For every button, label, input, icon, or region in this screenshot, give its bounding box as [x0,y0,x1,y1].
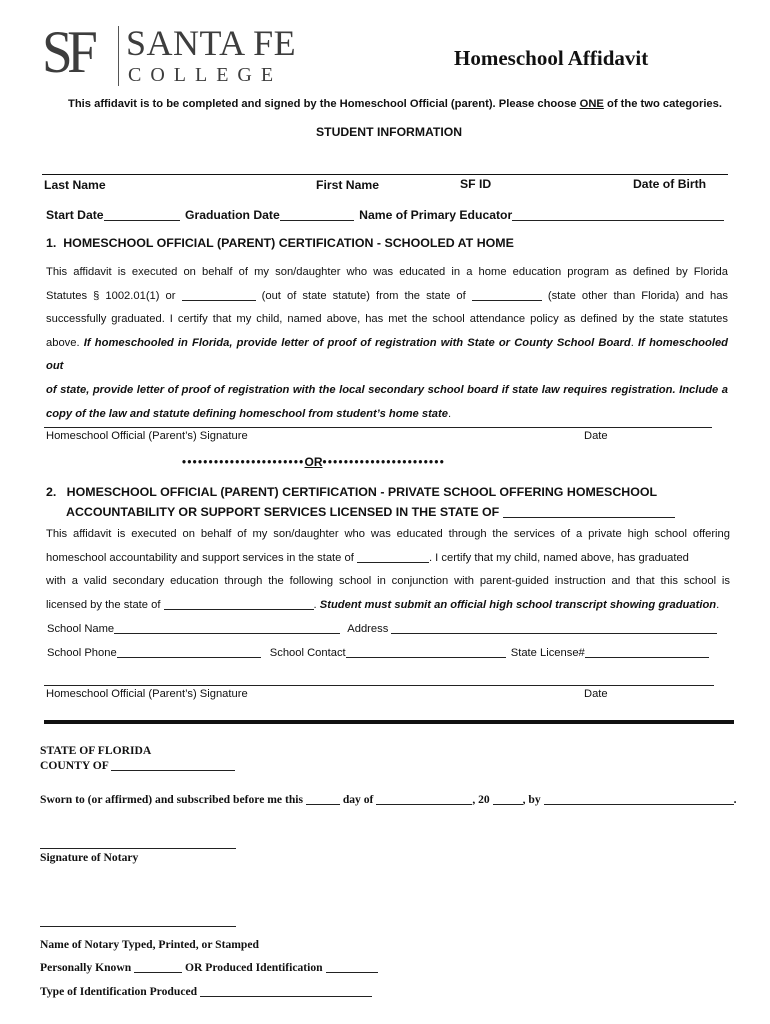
county-field[interactable] [111,759,235,771]
sworn-by-field[interactable] [544,793,734,805]
sworn-day-field[interactable] [306,793,340,805]
section1-signature-label: Homeschool Official (Parent’s) Signature [46,430,248,442]
section2-signature-label: Homeschool Official (Parent’s) Signature [46,688,248,700]
sf-id-label[interactable]: SF ID [460,177,492,191]
licensing-state-field[interactable] [164,598,314,610]
address-label: Address [347,623,389,635]
notary-name-line[interactable] [40,926,236,927]
or-label: OR [304,455,323,469]
section2-signature-line[interactable] [44,685,714,686]
logo-monogram: SF [42,19,93,85]
section1-state-field[interactable] [472,289,542,301]
last-name-label[interactable]: Last Name [44,178,106,192]
college-logo [42,20,312,90]
sworn-row: Sworn to (or affirmed) and subscribed before me this day of , 20 , by . [40,793,737,806]
primary-educator-field[interactable] [512,209,724,221]
notary-known-row: Personally Known OR Produced Identification [40,961,378,974]
state-license-label: State License# [510,647,585,659]
start-date-field[interactable] [104,209,180,221]
state-license-field[interactable] [585,646,709,658]
address-field[interactable] [391,622,717,634]
or-divider: •••••••••••••••••••••••OR••••••••••••••••••••••• [182,455,446,469]
logo-name-bottom: COLLEGE [128,64,283,86]
sworn-year-field[interactable] [493,793,523,805]
primary-educator-label: Name of Primary Educator [359,208,513,222]
section2-body: This affidavit is executed on behalf of my son/daughter who was educated through the services of a private high school offering homeschool accountability and support services in the state of . I certify that my child, named above, has graduated with a valid secondary education through the following school in conjunction with parent-guided instruction and that this school is licensed by the state of . Student must submit an official high school transcript showing graduation. [46,528,730,612]
notary-separator [44,720,734,724]
student-dates-row [46,208,724,222]
notary-signature-label: Signature of Notary [40,851,139,864]
school-name-field[interactable] [114,622,340,634]
school-row-1 [47,622,717,635]
personally-known-field[interactable] [134,961,182,973]
graduation-date-field[interactable] [280,209,354,221]
school-contact-field[interactable] [346,646,506,658]
notary-name-label: Name of Notary Typed, Printed, or Stamped [40,938,259,951]
form-title: Homeschool Affidavit [454,46,649,70]
school-name-label: School Name [47,623,115,635]
school-phone-label: School Phone [47,647,117,659]
sworn-month-field[interactable] [376,793,472,805]
logo-divider [118,26,119,86]
graduation-date-label: Graduation Date [184,208,280,222]
id-type-field[interactable] [200,985,372,997]
instructions-emphasis: ONE [579,98,604,110]
licensed-state-field[interactable] [503,506,675,518]
section1-date-label: Date [584,430,608,442]
school-phone-field[interactable] [117,646,261,658]
school-row-2 [47,646,709,659]
start-date-label: Start Date [46,208,104,222]
section1-heading: 1. HOMESCHOOL OFFICIAL (PARENT) CERTIFICATION - SCHOOLED AT HOME [46,236,514,250]
student-info-heading: STUDENT INFORMATION [316,125,463,139]
notary-county-row: COUNTY OF [40,759,235,772]
section1-signature-line[interactable] [44,427,712,428]
notary-state: STATE OF FLORIDA [40,744,152,757]
produced-id-field[interactable] [326,961,378,973]
out-of-state-statute-field[interactable] [182,289,256,301]
student-info-rule [42,174,728,175]
logo-name-top: SANTA FE [126,23,297,63]
services-state-field[interactable] [357,551,429,563]
instructions: This affidavit is to be completed and signed by the Homeschool Official (parent). Please choose ONE of the two categories. [68,98,722,110]
section2-date-label: Date [584,688,608,700]
dob-label[interactable]: Date of Birth [633,177,707,191]
school-contact-label: School Contact [269,647,346,659]
notary-signature-line[interactable] [40,848,236,849]
section1-body: This affidavit is executed on behalf of my son/daughter who was educated in a home education program as defined by Florida Statutes § 1002.01(1) or (out of state statute) from the state of (state other than Florida) and has successfully graduated. I certify that my child, named above, has met the school attendance policy as defined by the state statutes above. If homeschooled in Florida, provide letter of proof of registration with State or County School Board. If homeschooled out of state, provide letter of proof of registration with the local secondary school board if state law requires registration. Include a copy of the law and statute defining homeschool from student’s home state. [46,266,729,420]
section2-heading: 2. HOMESCHOOL OFFICIAL (PARENT) CERTIFICATION - PRIVATE SCHOOL OFFERING HOMESCHOOL ACCOUNTABILITY OR SUPPORT SERVICES LICENSED IN THE STATE OF [46,482,675,522]
notary-id-type-row: Type of Identification Produced [40,985,372,998]
first-name-label[interactable]: First Name [316,178,379,192]
